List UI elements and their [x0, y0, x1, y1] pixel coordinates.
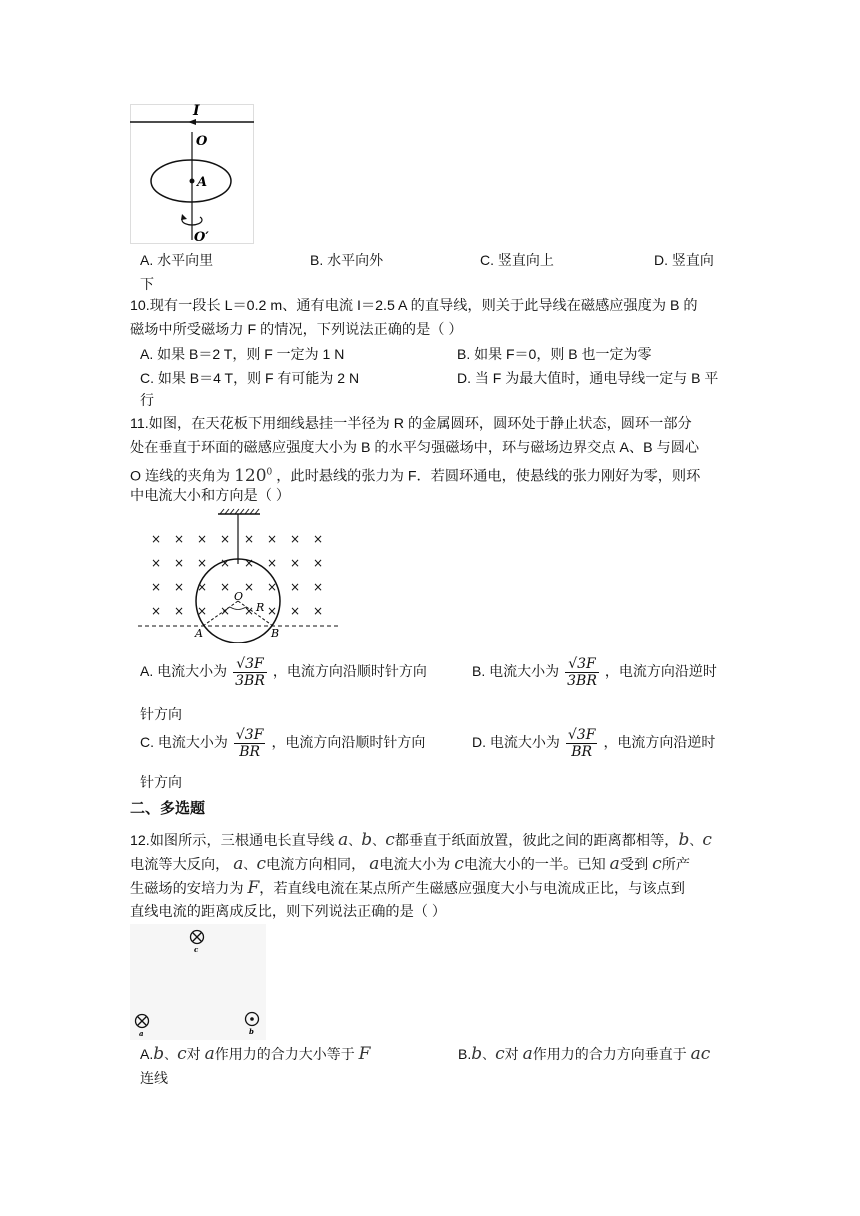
svg-text:×: × — [289, 604, 301, 618]
q11-option-c-numerator: √3F — [235, 727, 264, 743]
q12-stem-line2-a: 电流等大反向， — [130, 857, 230, 873]
q11-option-d-numerator: √3F — [567, 727, 596, 743]
q11-option-b-denominator: 3BR — [567, 673, 597, 689]
q11-stem-line4: 中电流大小和方向是（ ） — [130, 488, 291, 504]
q12-var-abc — [338, 830, 395, 850]
q11-option-a[interactable] — [140, 656, 427, 689]
q11-option-a-suffix: ，电流方向沿顺时针方向 — [272, 663, 427, 680]
q11-option-d[interactable] — [472, 727, 715, 760]
q12-label-a: a — [139, 1029, 144, 1038]
q12-var-c: c — [454, 854, 464, 874]
q11-option-a-fraction — [233, 656, 267, 689]
q12-option-b-mid: 对 — [504, 1046, 519, 1062]
q11-option-c-suffix: ，电流方向沿顺时针方向 — [271, 734, 426, 751]
q12-option-a-bc — [153, 1044, 186, 1064]
q12-stem-line3-b: ，若直线电流在某点所产生磁感应强度大小与电流成正比，与该点到 — [259, 881, 685, 897]
q9-option-b[interactable]: B. 水平向外 — [310, 252, 384, 268]
q12-stem-line3-a: 生磁场的安培力为 — [130, 881, 244, 897]
q9-label-Oprime: O′ — [194, 230, 209, 244]
q12-var-c: c — [256, 854, 266, 874]
q11-angle — [234, 466, 272, 486]
svg-text:×: × — [173, 604, 185, 618]
q9-figure — [130, 104, 254, 244]
svg-text:×: × — [196, 532, 208, 546]
q11-option-b-prefix: B. 电流大小为 — [472, 663, 560, 680]
q12-var-a: a — [369, 854, 380, 874]
q9-option-d[interactable]: D. 竖直向 — [654, 252, 714, 268]
q12-stem-line1-b: 都垂直于纸面放置，彼此之间的距离都相等， — [394, 833, 679, 849]
q12-option-b-suffix: 作用力的合力方向垂直于 — [532, 1046, 687, 1062]
svg-text:×: × — [312, 532, 324, 546]
svg-text:×: × — [312, 580, 324, 594]
q11-stem-line2: 处在垂直于环面的磁感应强度大小为 B 的水平匀强磁场中，环与磁场边界交点 A、B 与圆心 — [130, 440, 700, 456]
q11-stem-line3 — [130, 462, 700, 487]
svg-text:×: × — [243, 604, 255, 618]
q12-option-a-mid: 对 — [186, 1046, 201, 1062]
q11-option-a-numerator: √3F — [233, 656, 267, 673]
svg-text:×: × — [243, 532, 255, 546]
q12-var-c: c — [177, 1044, 187, 1064]
svg-text:×: × — [266, 580, 278, 594]
q10-stem-line1: 10.现有一段长 L＝0.2 m、通有电流 I＝2.5 A 的直导线，则关于此导线在磁感应强度为 B 的 — [130, 298, 698, 314]
q12-stem-line3 — [130, 878, 685, 899]
q12-figure — [130, 924, 266, 1040]
section-heading-multiple-choice: 二、多选题 — [130, 800, 206, 817]
svg-text:×: × — [196, 580, 208, 594]
q11-option-c-denominator: BR — [239, 744, 261, 760]
svg-text:×: × — [266, 532, 278, 546]
q11-option-b-fraction — [565, 656, 599, 689]
q10-option-a[interactable]: A. 如果 B＝2 T，则 F 一定为 1 N — [140, 346, 345, 362]
q11-option-d-prefix: D. 电流大小为 — [472, 734, 560, 751]
q9-option-d-wrap: 下 — [140, 276, 154, 292]
q12-sep: 、 — [348, 834, 362, 849]
q11-option-d-denominator: BR — [571, 744, 593, 760]
q11-option-d-fraction — [566, 727, 598, 760]
svg-text:×: × — [312, 604, 324, 618]
svg-text:×: × — [243, 556, 255, 570]
q12-var-ac-line: ac — [690, 1044, 711, 1064]
svg-text:×: × — [173, 580, 185, 594]
q11-option-a-denominator: 3BR — [235, 673, 265, 689]
q12-sep: 、 — [164, 1048, 178, 1063]
svg-text:×: × — [150, 532, 162, 546]
svg-text:×: × — [219, 604, 231, 618]
q12-var-c: c — [652, 854, 662, 874]
q12-var-b: b — [153, 1044, 165, 1064]
svg-text:×: × — [173, 532, 185, 546]
q9-figure-drawing — [130, 104, 254, 244]
q12-sep: 、 — [482, 1048, 496, 1063]
q10-option-d[interactable]: D. 当 F 为最大值时，通电导线一定与 B 平 — [457, 370, 719, 386]
q12-sep: 、 — [689, 834, 703, 849]
q12-stem-line2-f: 所产 — [661, 857, 691, 873]
q11-label-R: R — [256, 601, 265, 614]
q11-option-c-fraction — [234, 727, 266, 760]
q12-figure-drawing — [130, 924, 266, 1040]
q11-angle-degree: 0 — [266, 467, 273, 477]
q9-option-c[interactable]: C. 竖直向上 — [480, 252, 554, 268]
q9-label-I: I — [193, 104, 200, 119]
q11-stem-line3-a: O 连线的夹角为 — [130, 468, 231, 485]
q12-var-a: a — [338, 830, 349, 850]
q9-label-A: A — [197, 175, 208, 190]
q10-option-b[interactable]: B. 如果 F＝0，则 B 也一定为零 — [457, 346, 652, 362]
q11-angle-value: 120 — [234, 465, 267, 486]
q12-option-a-prefix: A. — [140, 1046, 154, 1062]
q12-stem-line1 — [130, 830, 712, 852]
q12-var-ac — [233, 854, 266, 874]
q12-var-F: F — [247, 878, 260, 898]
q12-var-c: c — [495, 1044, 505, 1064]
svg-text:×: × — [289, 532, 301, 546]
q12-stem-line2-d: 电流大小的一半。已知 — [463, 857, 606, 873]
svg-text:×: × — [312, 556, 324, 570]
q11-option-d-suffix: ，电流方向沿逆时 — [603, 734, 716, 751]
q9-option-a[interactable]: A. 水平向里 — [140, 252, 214, 268]
q12-var-a: a — [522, 1044, 533, 1064]
q12-var-c: c — [385, 830, 395, 850]
q12-var-b: b — [471, 1044, 483, 1064]
q12-option-a-suffix: 作用力的合力大小等于 — [214, 1046, 355, 1062]
q11-figure-drawing — [138, 508, 338, 643]
q12-stem-line2-c: 电流大小为 — [379, 857, 451, 873]
q12-sep: 、 — [243, 858, 257, 873]
q12-var-b: b — [678, 830, 690, 850]
q11-option-b-wrap: 针方向 — [140, 706, 182, 722]
svg-text:×: × — [196, 604, 208, 618]
q11-label-B: B — [271, 627, 280, 640]
q12-stem-line2 — [130, 854, 690, 876]
svg-text:×: × — [219, 580, 231, 594]
svg-text:×: × — [289, 580, 301, 594]
q12-var-a: a — [204, 1044, 215, 1064]
q11-stem-line3-b: ，此时悬线的张力为 F．若圆环通电，使悬线的张力刚好为零，则环 — [276, 468, 701, 485]
q12-stem-line2-e: 受到 — [619, 857, 649, 873]
q11-label-A: A — [195, 627, 203, 640]
q12-stem-line1-a: 12.如图所示，三根通电长直导线 — [130, 833, 335, 849]
svg-text:×: × — [266, 556, 278, 570]
q11-option-b[interactable] — [472, 656, 717, 689]
q11-label-O: O — [234, 590, 244, 603]
svg-text:×: × — [219, 556, 231, 570]
q11-option-b-numerator: √3F — [565, 656, 599, 673]
q9-label-O: O — [196, 134, 208, 149]
q12-stem-line4: 直线电流的距离成反比，则下列说法正确的是（ ） — [130, 904, 447, 920]
q11-option-c[interactable] — [140, 727, 425, 760]
svg-text:×: × — [173, 556, 185, 570]
q12-option-b-bc — [471, 1044, 504, 1064]
svg-text:×: × — [266, 604, 278, 618]
q12-option-b[interactable] — [458, 1044, 710, 1066]
q12-label-c: c — [194, 945, 199, 954]
q12-option-a[interactable] — [140, 1044, 370, 1066]
svg-text:×: × — [219, 532, 231, 546]
svg-text:×: × — [289, 556, 301, 570]
q10-option-c[interactable]: C. 如果 B＝4 T，则 F 有可能为 2 N — [140, 370, 360, 386]
q12-option-a-wrap: 连线 — [140, 1070, 168, 1086]
q12-sep: 、 — [372, 834, 386, 849]
q12-var-a: a — [609, 854, 620, 874]
svg-text:×: × — [150, 604, 162, 618]
q12-label-b: b — [249, 1027, 254, 1036]
svg-text:×: × — [150, 580, 162, 594]
svg-text:×: × — [196, 556, 208, 570]
svg-text:×: × — [243, 580, 255, 594]
q11-option-d-wrap: 针方向 — [140, 774, 182, 790]
q12-var-b: b — [361, 830, 373, 850]
q11-option-a-prefix: A. 电流大小为 — [140, 663, 228, 680]
q12-var-a: a — [233, 854, 244, 874]
q11-figure — [138, 508, 338, 643]
q12-var-bc — [678, 830, 711, 850]
q12-var-c: c — [702, 830, 712, 850]
svg-text:×: × — [150, 556, 162, 570]
q10-stem-line2: 磁场中所受磁场力 F 的情况，下列说法正确的是（ ） — [130, 322, 463, 338]
q12-option-b-prefix: B. — [458, 1046, 472, 1062]
q10-option-d-wrap: 行 — [140, 392, 154, 408]
q11-option-b-suffix: ，电流方向沿逆时 — [604, 663, 717, 680]
q12-stem-line2-b: 电流方向相同， — [265, 857, 366, 873]
q11-option-c-prefix: C. 电流大小为 — [140, 734, 228, 751]
q12-var-F: F — [358, 1044, 371, 1064]
q11-stem-line1: 11.如图，在天花板下用细线悬挂一半径为 R 的金属圆环，圆环处于静止状态，圆环一部分 — [130, 416, 692, 432]
